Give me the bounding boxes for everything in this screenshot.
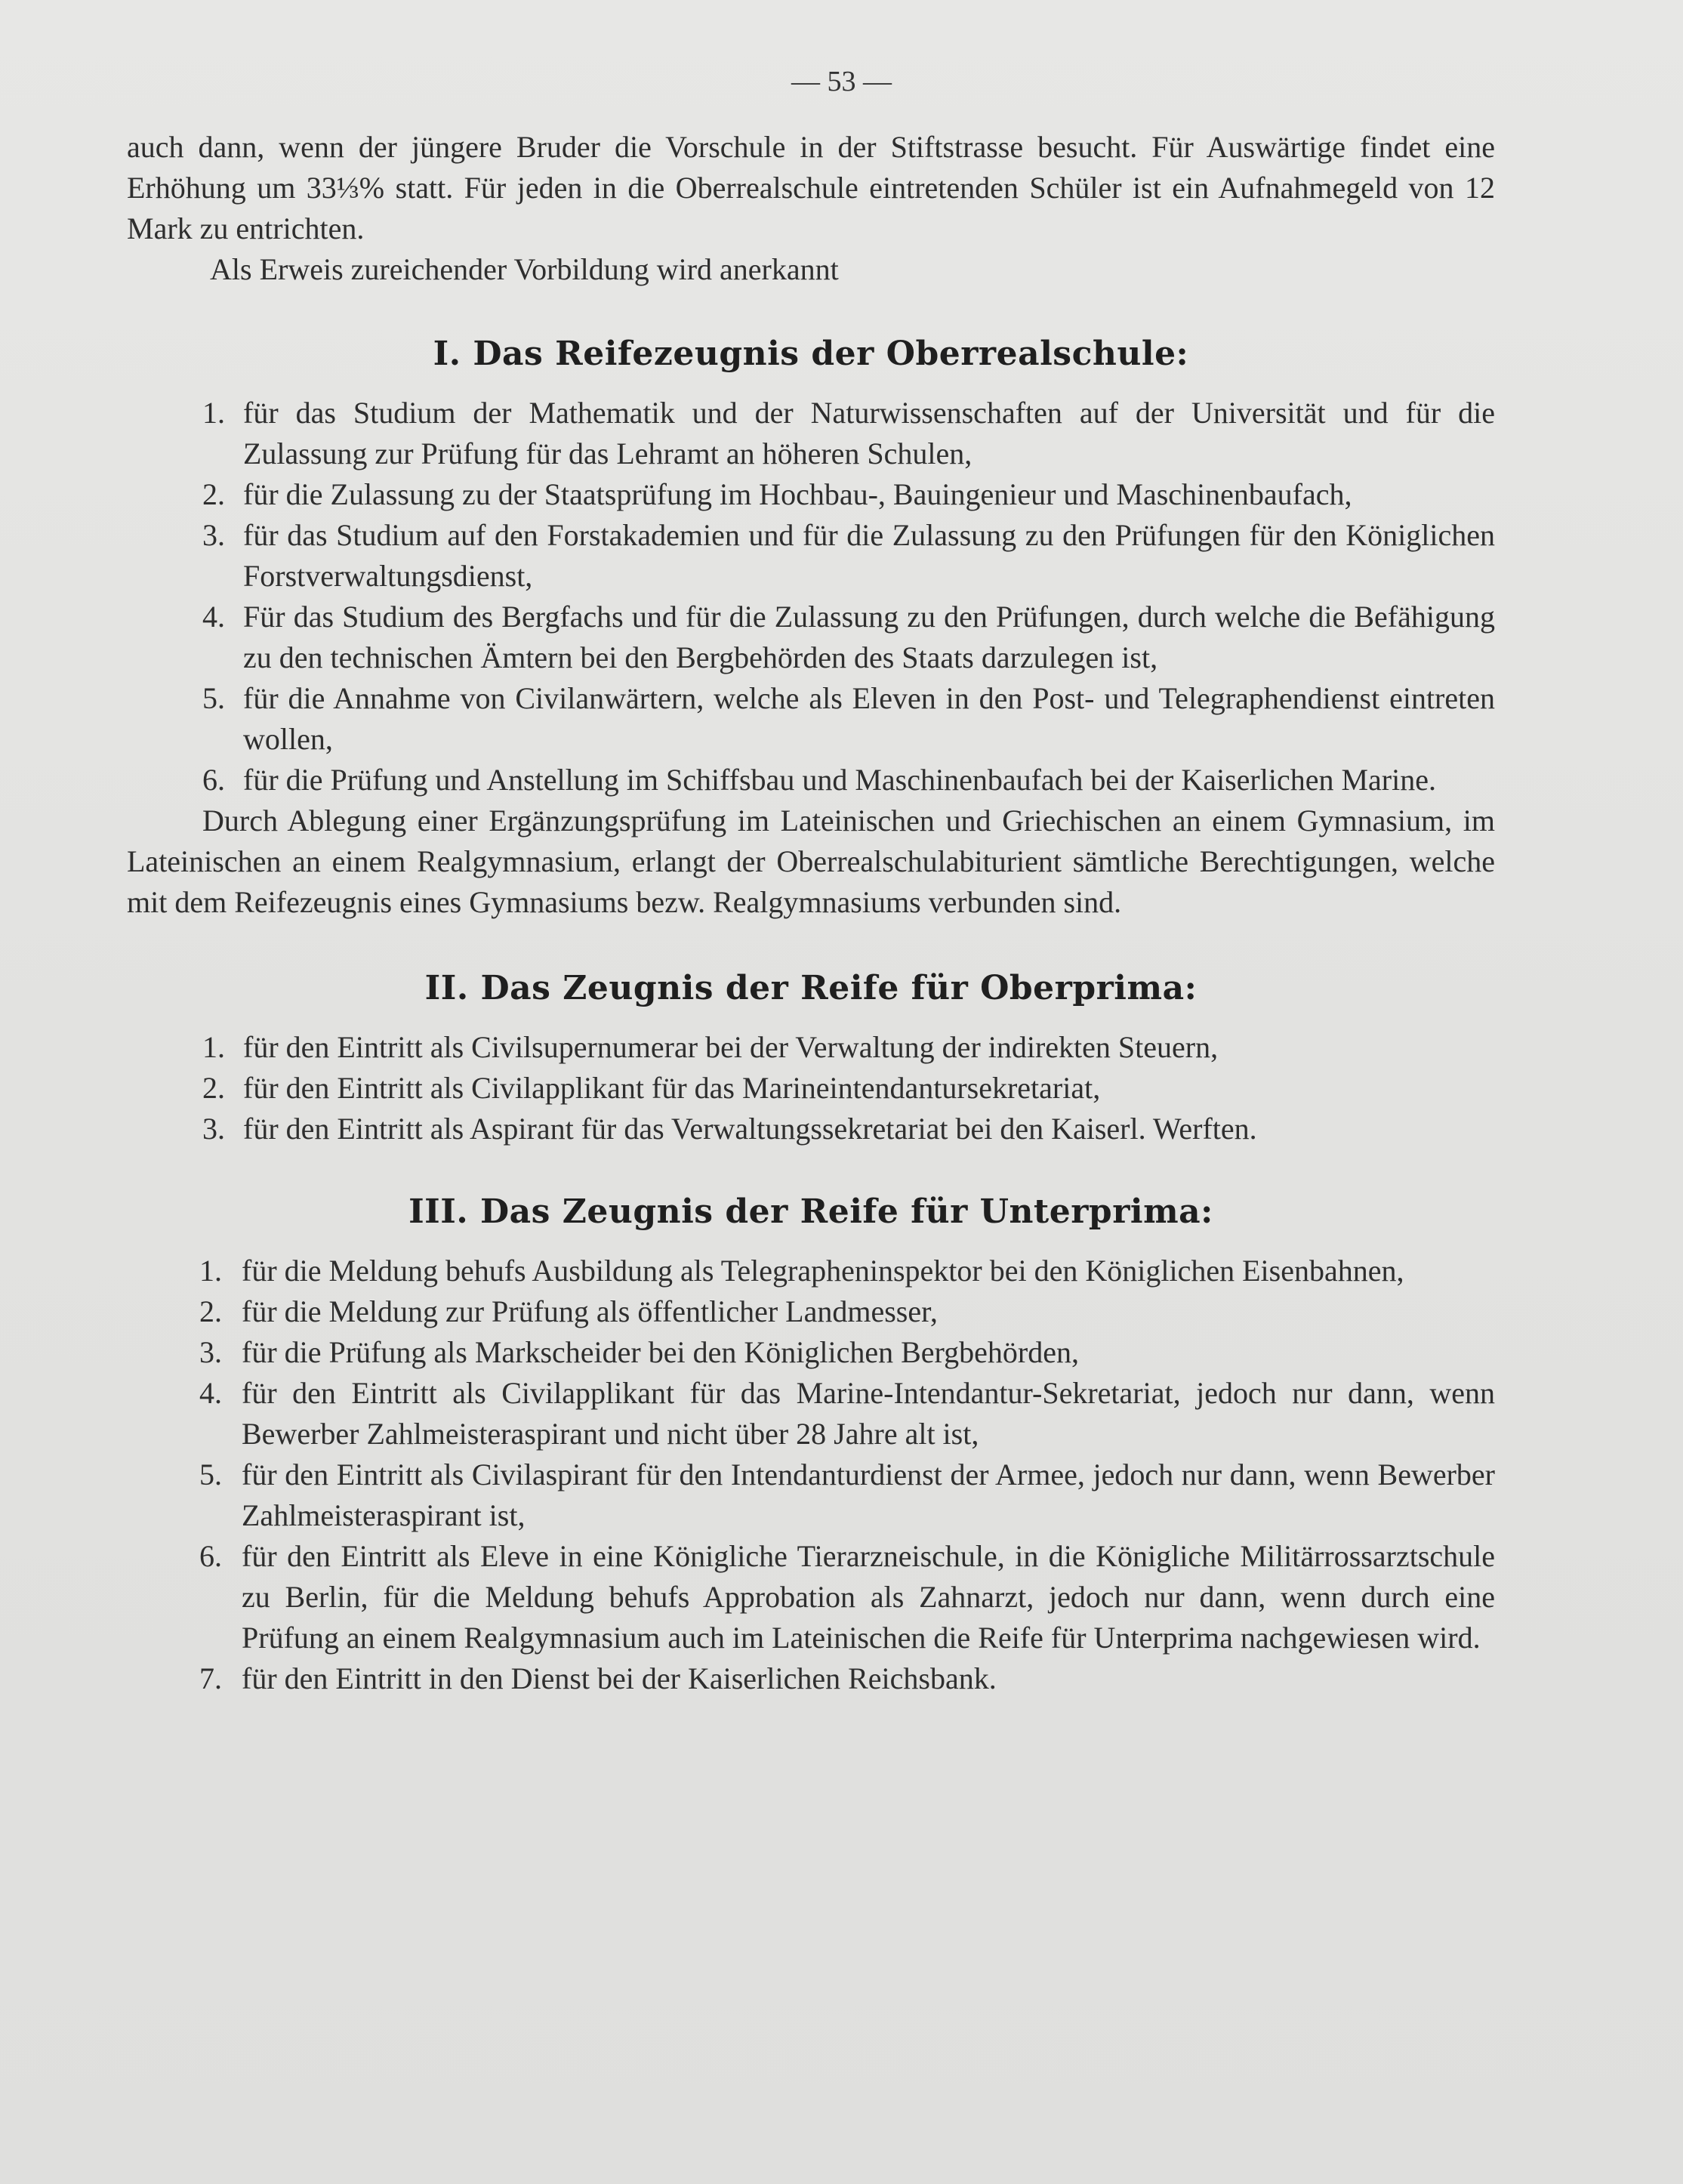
item-number: 1.	[199, 1254, 222, 1288]
section-3-heading: III. Das Zeugnis der Reife für Unterprima:	[408, 1192, 1213, 1231]
list-item	[127, 597, 1495, 678]
item-text: für die Prüfung als Markscheider bei den Königlichen Bergbehörden,	[242, 1335, 1079, 1369]
item-text: für die Annahme von Civilanwärtern, welche als Eleven in den Post- und Telegraphendienst eintreten wollen,	[243, 681, 1495, 756]
list-item	[127, 1291, 1495, 1332]
item-number: 6.	[199, 1539, 222, 1573]
item-number: 3.	[199, 1335, 222, 1369]
item-number: 4.	[202, 600, 225, 634]
section-1-closing: Durch Ablegung einer Ergänzungsprüfung im Lateinischen und Griechischen an einem Gymnasium, im Lateinischen an einem Realgymnasium, erlangt der Oberrealschulabiturient sämtliche Berechtigungen, welche mit dem Reifezeugnis eines Gymnasiums bezw. Realgymnasiums verbunden sind.	[127, 804, 1495, 919]
item-number: 3.	[202, 1112, 225, 1146]
item-text: für die Prüfung und Anstellung im Schiffsbau und Maschinenbaufach bei der Kaiserlichen Marine.	[243, 763, 1436, 797]
intro-paragraph: auch dann, wenn der jüngere Bruder die Vorschule in der Stiftstrasse besucht. Für Auswärtige findet eine Erhöhung um 33⅓% statt. Für jeden in die Oberrealschule eintretenden Schüler ist ein Aufnahmegeld von 12 Mark zu entrichten.	[127, 130, 1495, 245]
item-number: 2.	[202, 1071, 225, 1105]
item-number: 4.	[199, 1376, 222, 1410]
item-number: 2.	[199, 1294, 222, 1328]
item-text: für den Eintritt als Civilapplikant für das Marineintendantursekretariat,	[243, 1071, 1101, 1105]
list-item	[127, 1251, 1495, 1291]
list-item	[127, 1536, 1495, 1658]
list-item	[127, 1373, 1495, 1454]
item-text: für das Studium auf den Forstakademien und für die Zulassung zu den Prüfungen für den Königlichen Forstverwaltungsdienst,	[243, 518, 1495, 593]
item-number: 2.	[202, 477, 225, 511]
item-text: für die Zulassung zu der Staatsprüfung im Hochbau-, Bauingenieur und Maschinenbaufach,	[243, 477, 1352, 511]
list-item	[127, 393, 1495, 474]
list-item	[127, 760, 1495, 800]
section-2-heading: II. Das Zeugnis der Reife für Oberprima:	[424, 969, 1198, 1007]
list-item	[127, 1454, 1495, 1536]
page-content	[127, 127, 1495, 1699]
list-item	[127, 474, 1495, 515]
item-text: für die Meldung behufs Ausbildung als Telegrapheninspektor bei den Königlichen Eisenbahnen,	[242, 1254, 1404, 1288]
section-1-heading: I. Das Reifezeugnis der Oberrealschule:	[433, 335, 1189, 373]
item-text: für den Eintritt in den Dienst bei der Kaiserlichen Reichsbank.	[242, 1661, 997, 1695]
item-number: 7.	[199, 1661, 222, 1695]
item-number: 1.	[202, 396, 225, 430]
list-item	[127, 1027, 1495, 1068]
item-number: 5.	[202, 681, 225, 715]
item-text: für das Studium der Mathematik und der Naturwissenschaften auf der Universität und für die Zulassung zur Prüfung für das Lehramt an höheren Schulen,	[243, 396, 1495, 470]
item-text: für den Eintritt als Civilaspirant für den Intendanturdienst der Armee, jedoch nur dann, wenn Bewerber Zahlmeisteraspirant ist,	[242, 1458, 1495, 1532]
section-3-list	[127, 1251, 1495, 1699]
item-text: für die Meldung zur Prüfung als öffentlicher Landmesser,	[242, 1294, 938, 1328]
section-2-list	[127, 1027, 1495, 1149]
page-number: — 53 —	[791, 66, 892, 97]
list-item	[127, 1332, 1495, 1373]
intro-lead: Als Erweis zureichender Vorbildung wird anerkannt	[210, 252, 839, 286]
item-number: 6.	[202, 763, 225, 797]
item-text: für den Eintritt als Aspirant für das Verwaltungssekretariat bei den Kaiserl. Werften.	[243, 1112, 1257, 1146]
item-text: Für das Studium des Bergfachs und für die Zulassung zu den Prüfungen, durch welche die Befähigung zu den technischen Ämtern bei den Bergbehörden des Staats darzulegen ist,	[243, 600, 1495, 674]
list-item	[127, 1068, 1495, 1109]
item-number: 1.	[202, 1030, 225, 1064]
item-number: 5.	[199, 1458, 222, 1491]
item-text: für den Eintritt als Civilapplikant für das Marine-Intendantur-Sekretariat, jedoch nur dann, wenn Bewerber Zahlmeisteraspirant und nicht über 28 Jahre alt ist,	[242, 1376, 1495, 1451]
item-text: für den Eintritt als Eleve in eine Königliche Tierarzneischule, in die Königliche Militärrossarztschule zu Berlin, für die Meldung behufs Approbation als Zahnarzt, jedoch nur dann, wenn durch eine Prüfung an einem Realgymnasium auch im Lateinischen die Reife für Unterprima nachgewiesen wird.	[242, 1539, 1495, 1655]
list-item	[127, 1109, 1495, 1149]
list-item	[127, 515, 1495, 597]
item-number: 3.	[202, 518, 225, 552]
list-item	[127, 1658, 1495, 1699]
list-item	[127, 678, 1495, 760]
item-text: für den Eintritt als Civilsupernumerar bei der Verwaltung der indirekten Steuern,	[243, 1030, 1219, 1064]
section-1-list	[127, 393, 1495, 800]
